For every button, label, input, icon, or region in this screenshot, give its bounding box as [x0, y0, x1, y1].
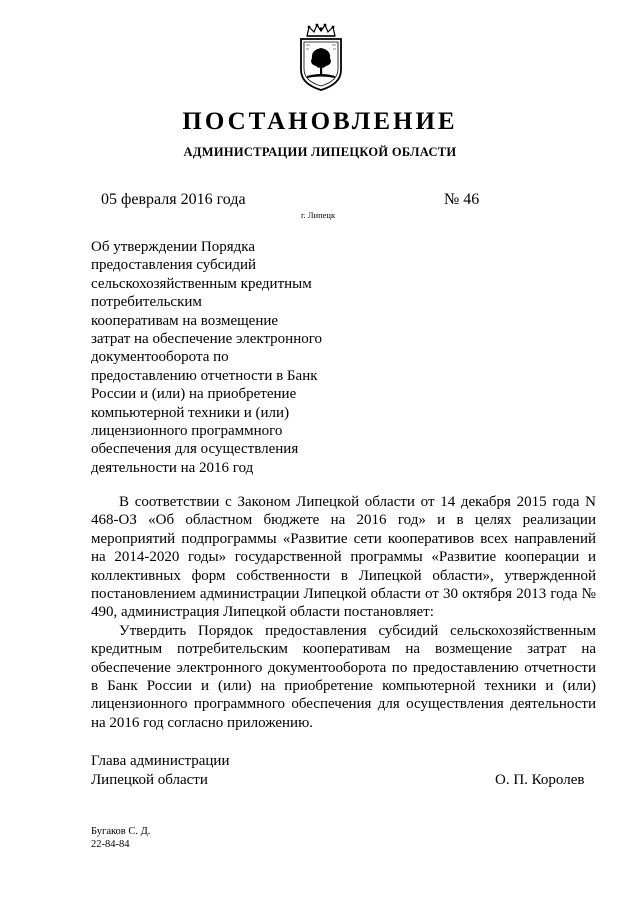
subject-line: предоставлению отчетности в Банк [91, 367, 318, 384]
signatory-position-line: Липецкой области [91, 772, 208, 788]
executor-name: Бугаков С. Д. [91, 826, 151, 837]
document-title: ПОСТАНОВЛЕНИЕ [182, 108, 458, 135]
executor-info [91, 825, 150, 851]
subject-line: затрат на обеспечение электронного [91, 331, 323, 348]
subject-line: лицензионного программного [91, 423, 283, 440]
document-subject [91, 238, 351, 477]
subject-line: потребительским [91, 294, 202, 311]
subject-line: предоставления субсидий [91, 257, 257, 274]
document-body [91, 493, 596, 732]
document-city: г. Липецк [301, 210, 336, 220]
subject-line: России и (или) на приобретение [91, 386, 297, 403]
signatory-position-line: Глава администрации [91, 753, 230, 769]
subject-line: компьютерной техники и (или) [91, 404, 290, 421]
subject-line: сельскохозяйственным кредитным [91, 275, 312, 292]
preamble-paragraph: В соответствии с Законом Липецкой области от 14 декабря 2015 года N 468-ОЗ «Об областном бюджете на 2016 год» и в целях реализации мероприятий подпрограммы «Развитие сети кооперативов всех направлений на 2014-2020 годы» государственной программы «Развитие кооперации и коллективных форм собственности в Липецкой области», утвержденной постановлением администрации Липецкой области от 30 октября 2013 года № 490, администрация Липецкой области постановляет: [91, 494, 596, 621]
subject-line: обеспечения для осуществления [91, 441, 299, 458]
signatory-position [91, 752, 229, 790]
resolution-paragraph: Утвердить Порядок предоставления субсидий сельскохозяйственным кредитным потребительским кооперативам на возмещение затрат на обеспечение электронного документооборота по предоставлению отчетности в Банк России и (или) на приобретение компьютерной техники и (или) лицензионного программного обеспечения для осуществления деятельности на 2016 год согласно приложению. [91, 622, 596, 731]
subject-line: деятельности на 2016 год [91, 459, 254, 476]
issuing-authority: АДМИНИСТРАЦИИ ЛИПЕЦКОЙ ОБЛАСТИ [183, 145, 457, 159]
subject-line: кооперативам на возмещение [91, 312, 279, 329]
subject-line: Об утверждении Порядка [91, 239, 255, 255]
document-number: № 46 [444, 191, 480, 208]
executor-phone: 22-84-84 [91, 839, 130, 850]
document-date: 05 февраля 2016 года [101, 191, 246, 208]
subject-line: документооборота по [91, 349, 229, 366]
coat-of-arms-icon [295, 22, 347, 92]
signatory-name: О. П. Королев [495, 772, 585, 788]
